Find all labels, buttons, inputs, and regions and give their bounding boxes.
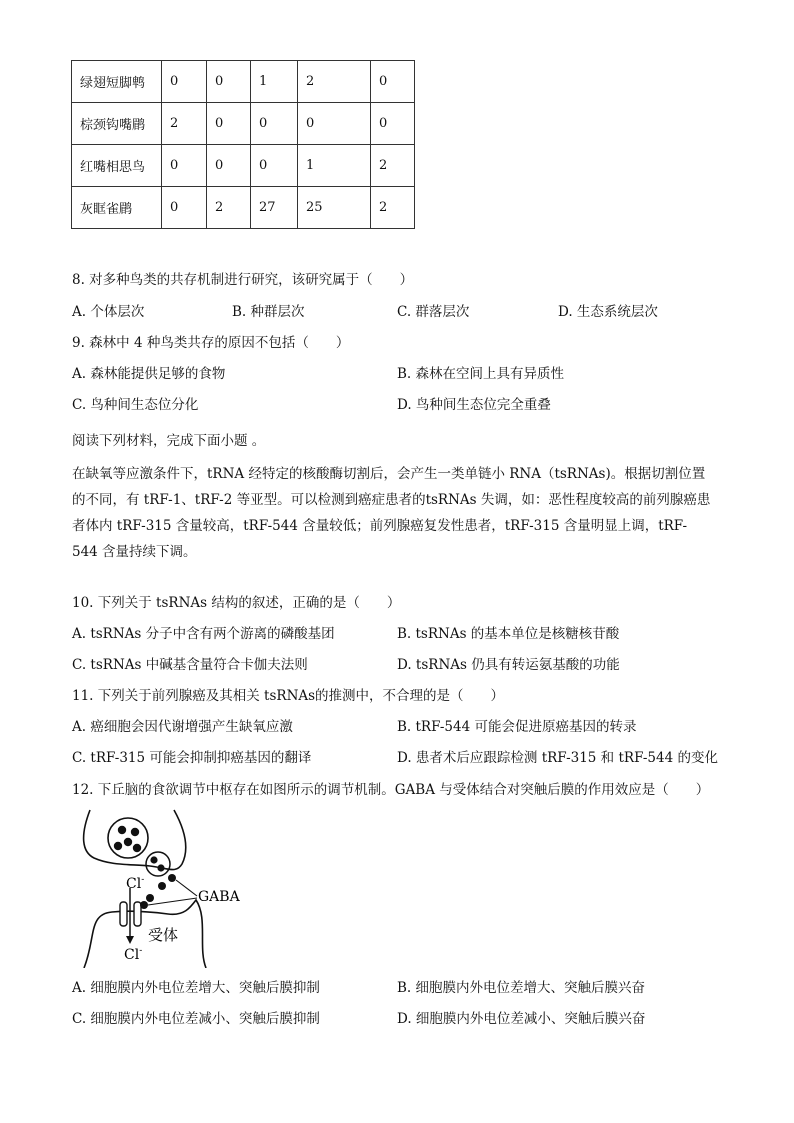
table-cell: 2 bbox=[371, 187, 415, 229]
table-cell: 27 bbox=[251, 187, 298, 229]
q9-option-a: A. 森林能提供足够的食物 bbox=[72, 366, 226, 382]
bird-name: 绿翅短脚鹎 bbox=[72, 61, 162, 103]
gaba-label: GABA bbox=[198, 889, 240, 905]
neurotransmitter-dot bbox=[118, 826, 126, 834]
table-cell: 0 bbox=[371, 103, 415, 145]
q10-option-c: C. tsRNAs 中碱基含量符合卡伽夫法则 bbox=[72, 657, 308, 673]
q8-option-d: D. 生态系统层次 bbox=[558, 304, 658, 320]
table-cell: 25 bbox=[298, 187, 371, 229]
table-cell: 0 bbox=[251, 145, 298, 187]
q11-option-d: D. 患者术后应跟踪检测 tRF-315 和 tRF-544 的变化 bbox=[397, 750, 718, 766]
q11-option-b: B. tRF-544 可能会促进原癌基因的转录 bbox=[397, 719, 637, 735]
table-cell: 2 bbox=[162, 103, 207, 145]
postsynaptic-membrane bbox=[84, 900, 206, 968]
gaba-molecule bbox=[146, 894, 154, 902]
bird-name: 灰眶雀鹛 bbox=[72, 187, 162, 229]
q8-stem: 8. 对多种鸟类的共存机制进行研究，该研究属于（ ） bbox=[72, 272, 414, 288]
bound-gaba bbox=[140, 901, 148, 909]
table-cell: 0 bbox=[207, 103, 251, 145]
table-row bbox=[72, 103, 415, 145]
reading-intro: 阅读下列材料，完成下面小题 。 bbox=[72, 433, 266, 449]
table-cell: 2 bbox=[371, 145, 415, 187]
q11-stem: 11. 下列关于前列腺癌及其相关 tsRNAs的推测中，不合理的是（ ） bbox=[72, 688, 505, 704]
table-cell: 0 bbox=[251, 103, 298, 145]
neurotransmitter-dot bbox=[114, 842, 122, 850]
receptor-label: 受体 bbox=[148, 926, 179, 944]
table-row bbox=[72, 61, 415, 103]
q8-option-a: A. 个体层次 bbox=[72, 304, 145, 320]
q9-option-d: D. 鸟种间生态位完全重叠 bbox=[397, 397, 551, 413]
gaba-pointer-line bbox=[148, 898, 197, 905]
q8-option-b: B. 种群层次 bbox=[232, 304, 305, 320]
q12-option-b: B. 细胞膜内外电位差增大、突触后膜兴奋 bbox=[397, 980, 646, 996]
table-row bbox=[72, 145, 415, 187]
releasing-vesicle bbox=[146, 852, 170, 876]
q12-stem: 12. 下丘脑的食欲调节中枢存在如图所示的调节机制。GABA 与受体结合对突触后膜的作用效应是（ ） bbox=[72, 782, 710, 798]
cl-top-label: Cl- bbox=[126, 875, 145, 892]
q11-option-a: A. 癌细胞会因代谢增强产生缺氧应激 bbox=[72, 719, 293, 735]
bird-name: 棕颈钩嘴鹛 bbox=[72, 103, 162, 145]
neurotransmitter-dot bbox=[131, 828, 139, 836]
q12-option-d: D. 细胞膜内外电位差减小、突触后膜兴奋 bbox=[397, 1011, 646, 1027]
neurotransmitter-dot bbox=[124, 838, 132, 846]
arrow-head-icon bbox=[126, 936, 134, 944]
table-cell: 1 bbox=[251, 61, 298, 103]
q10-option-d: D. tsRNAs 仍具有转运氨基酸的功能 bbox=[397, 657, 620, 673]
neurotransmitter-dot bbox=[150, 856, 157, 863]
neurotransmitter-dot bbox=[157, 864, 164, 871]
table-row bbox=[72, 187, 415, 229]
table-cell: 0 bbox=[162, 145, 207, 187]
q8-option-c: C. 群落层次 bbox=[397, 304, 470, 320]
gaba-molecule bbox=[158, 882, 166, 890]
gaba-pointer-line bbox=[176, 880, 197, 896]
q12-option-c: C. 细胞膜内外电位差减小、突触后膜抑制 bbox=[72, 1011, 320, 1027]
q10-option-a: A. tsRNAs 分子中含有两个游离的磷酸基团 bbox=[72, 626, 335, 642]
table-cell: 0 bbox=[371, 61, 415, 103]
bird-table bbox=[71, 60, 415, 229]
q12-option-a: A. 细胞膜内外电位差增大、突触后膜抑制 bbox=[72, 980, 320, 996]
synapse-figure bbox=[72, 808, 282, 968]
table-cell: 2 bbox=[207, 187, 251, 229]
q10-option-b: B. tsRNAs 的基本单位是核糖核苷酸 bbox=[397, 626, 620, 642]
reading-material: 在缺氧等应激条件下，tRNA 经特定的核酸酶切割后，会产生一类单链小 RNA（tsRNAs)。根据切割位置的不同，有 tRF-1、tRF-2 等亚型。可以检测到癌症患者的tsRNAs 失调，如：恶性程度较高的前列腺癌患者体内 tRF-315 含量较高，tRF-544 含量较低；前列腺癌复发性患者，tRF-315 含量明显上调，tRF-544 含量持续下调。 bbox=[72, 466, 711, 560]
receptor-channel-left bbox=[120, 902, 127, 926]
q9-stem: 9. 森林中 4 种鸟类共存的原因不包括（ ） bbox=[72, 335, 350, 351]
q9-option-b: B. 森林在空间上具有异质性 bbox=[397, 366, 565, 382]
bird-name: 红嘴相思鸟 bbox=[72, 145, 162, 187]
table-cell: 0 bbox=[298, 103, 371, 145]
q10-stem: 10. 下列关于 tsRNAs 结构的叙述，正确的是（ ） bbox=[72, 595, 401, 611]
gaba-molecule bbox=[168, 874, 176, 882]
q9-option-c: C. 鸟种间生态位分化 bbox=[72, 397, 199, 413]
table-cell: 2 bbox=[298, 61, 371, 103]
table-cell: 0 bbox=[207, 145, 251, 187]
cl-bottom-label: Cl- bbox=[124, 946, 143, 963]
neurotransmitter-dot bbox=[133, 844, 141, 852]
table-cell: 0 bbox=[207, 61, 251, 103]
table-cell: 1 bbox=[298, 145, 371, 187]
table-cell: 0 bbox=[162, 61, 207, 103]
receptor-channel-right bbox=[134, 902, 141, 926]
table-cell: 0 bbox=[162, 187, 207, 229]
q11-option-c: C. tRF-315 可能会抑制抑癌基因的翻译 bbox=[72, 750, 312, 766]
